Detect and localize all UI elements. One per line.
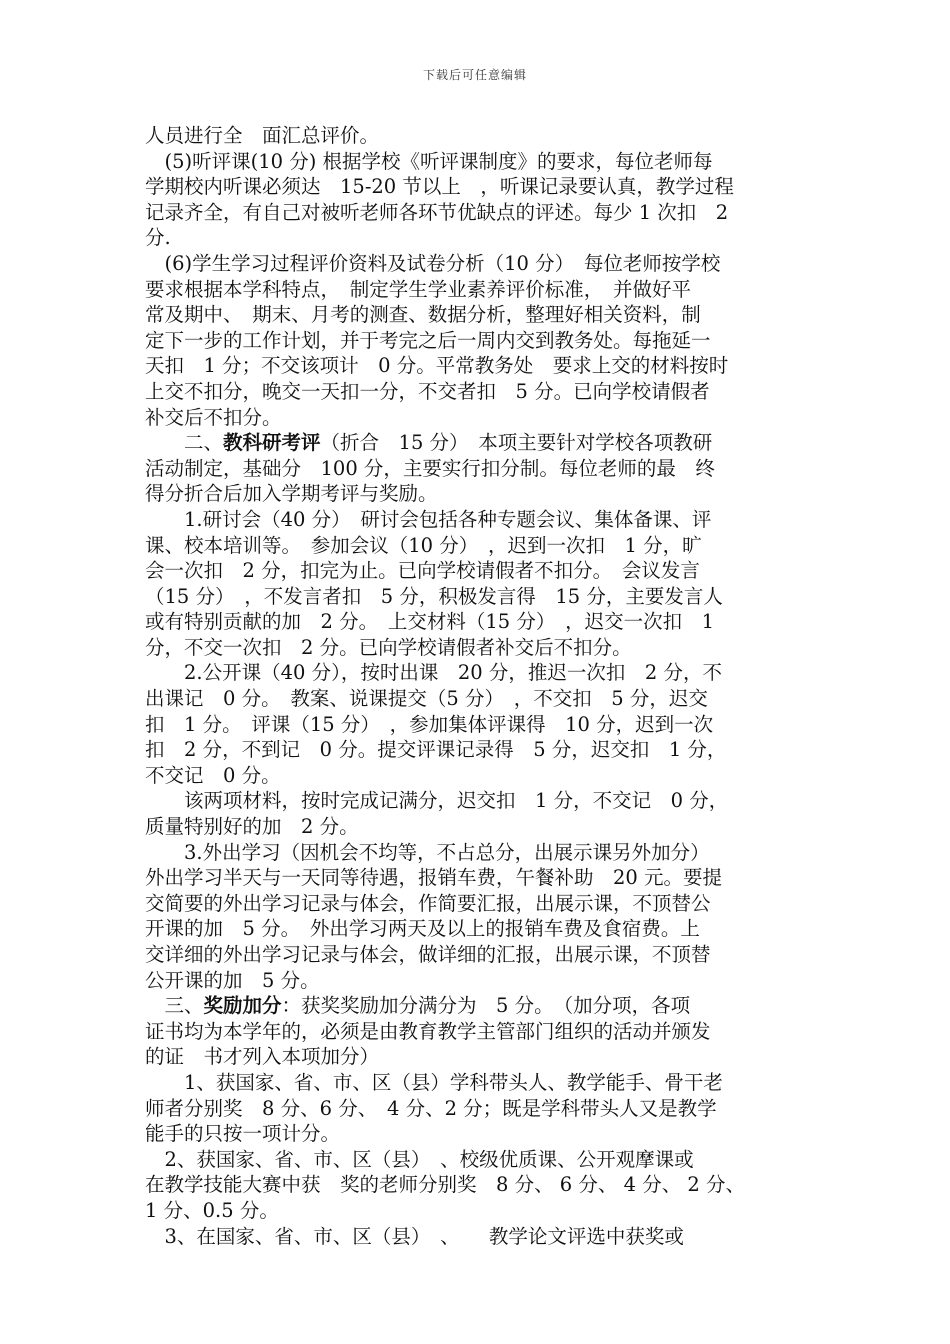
text-line: 会一次扣 2 分，扣完为止。已向学校请假者不扣分。 会议发言 — [145, 559, 700, 583]
text-segment: 二、 — [145, 431, 224, 455]
section-heading: 奖励加分 — [203, 994, 282, 1018]
text-segment: ：获奖奖励加分满分为 5 分。 （加分项，各项 — [281, 994, 691, 1018]
text-line: 师者分别奖 8 分、6 分、 4 分、2 分；既是学科带头人又是教学 — [145, 1096, 717, 1120]
text-line: 扣 2 分，不到记 0 分。提交评课记录得 5 分，迟交扣 1 分， — [145, 738, 727, 762]
text-line: 开课的加 5 分。 外出学习两天及以上的报销车费及食宿费。上 — [145, 917, 700, 941]
text-line: (5)听评课(10 分) 根据学校《听评课制度》的要求，每位老师每 — [145, 149, 713, 173]
text-line: 学期校内听课必须达 15-20 节以上 ，听课记录要认真，教学过程 — [145, 175, 734, 199]
paragraph — [145, 430, 817, 507]
text-line: 公开课的加 5 分。 — [145, 968, 320, 992]
text-line: 2.公开课（40 分），按时出课 20 分，推迟一次扣 2 分，不 — [145, 661, 722, 685]
text-line — [145, 993, 817, 1019]
text-line: 2、获国家、省、市、区（县） 、校级优质课、公开观摩课或 — [145, 1147, 694, 1171]
text-line: 分，不交一次扣 2 分。已向学校请假者补交后不扣分。 — [145, 635, 632, 659]
text-line: 定下一步的工作计划，并于考完之后一周内交到教务处。每拖延一 — [145, 328, 711, 352]
text-line: 交简要的外出学习记录与体会，作简要汇报，出展示课，不顶替公 — [145, 891, 711, 915]
text-line — [145, 430, 817, 456]
text-line: 1 分、0.5 分。 — [145, 1198, 279, 1222]
text-line: 常及期中、 期末、月考的测查、数据分析，整理好相关资料，制 — [145, 303, 701, 327]
paragraph — [145, 993, 817, 1070]
text-line: 质量特别好的加 2 分。 — [145, 815, 359, 839]
text-line: (6)学生学习过程评价资料及试卷分析（10 分） 每位老师按学校 — [145, 251, 721, 275]
text-line: 该两项材料，按时完成记满分，迟交扣 1 分，不交记 0 分， — [145, 789, 729, 813]
text-line: 记录齐全，有自己对被听老师各环节优缺点的评述。每少 1 次扣 2 — [145, 200, 729, 224]
text-line: 证书均为本学年的，必须是由教育教学主管部门组织的活动并颁发 — [145, 1019, 711, 1043]
text-line: 活动制定，基础分 100 分，主要实行扣分制。每位老师的最 终 — [145, 456, 715, 480]
text-line: 外出学习半天与一天同等待遇，报销车费，午餐补助 20 元。要提 — [145, 866, 723, 890]
text-line: 1、获国家、省、市、区（县）学科带头人、教学能手、骨干老 — [145, 1070, 723, 1094]
text-line: 不交记 0 分。 — [145, 763, 281, 787]
text-line: 补交后不扣分。 — [145, 405, 282, 429]
text-line: 扣 1 分。 评课（15 分） ，参加集体评课得 10 分，迟到一次 — [145, 712, 714, 736]
text-line: 3、在国家、省、市、区（县） 、 教学论文评选中获奖或 — [145, 1224, 684, 1248]
paragraph — [145, 251, 817, 430]
text-line: 分. — [145, 226, 171, 250]
text-line: 上交不扣分，晚交一天扣一分，不交者扣 5 分。已向学校请假者 — [145, 379, 710, 403]
text-line: 得分折合后加入学期考评与奖励。 — [145, 482, 438, 506]
section-heading: 教科研考评 — [223, 431, 321, 455]
paragraph — [145, 1147, 817, 1224]
text-line: 在教学技能大赛中获 奖的老师分别奖 8 分、 6 分、 4 分、 2 分、 — [145, 1173, 746, 1197]
text-line: 交详细的外出学习记录与体会，做详细的汇报，出展示课，不顶替 — [145, 943, 711, 966]
text-line: （15 分） ，不发言者扣 5 分，积极发言得 15 分，主要发言人 — [145, 584, 723, 608]
text-line: 课、校本培训等。 参加会议（10 分） ，迟到一次扣 1 分，旷 — [145, 533, 702, 557]
text-line: 1.研讨会（40 分） 研讨会包括各种专题会议、集体备课、评 — [145, 507, 712, 531]
paragraph — [145, 1224, 817, 1250]
text-line: 能手的只按一项计分。 — [145, 1122, 341, 1146]
paragraph — [145, 660, 817, 788]
text-line: 天扣 1 分；不交该项计 0 分。平常教务处 要求上交的材料按时 — [145, 354, 729, 378]
text-line: 3.外出学习（因机会不均等，不占总分，出展示课另外加分） — [145, 840, 710, 864]
page-header: 下载后可任意编辑 — [422, 68, 527, 82]
document-body — [145, 123, 817, 1249]
paragraph — [145, 149, 817, 251]
paragraph — [145, 1070, 817, 1147]
paragraph — [145, 507, 817, 661]
text-line: 人员进行全 面汇总评价。 — [145, 124, 380, 147]
text-segment: （折合 15 分） 本项主要针对学校各项教研 — [320, 431, 713, 455]
paragraph — [145, 840, 817, 994]
paragraph — [145, 788, 817, 839]
text-segment: 三、 — [145, 994, 204, 1018]
text-line: 或有特别贡献的加 2 分。 上交材料（15 分） ，迟交一次扣 1 — [145, 610, 715, 634]
text-line: 的证 书才列入本项加分） — [145, 1045, 380, 1069]
text-line: 要求根据本学科特点， 制定学生学业素养评价标准， 并做好平 — [145, 277, 692, 301]
text-line: 出课记 0 分。 教案、说课提交（5 分） ，不交扣 5 分，迟交 — [145, 687, 708, 711]
paragraph — [145, 123, 817, 149]
